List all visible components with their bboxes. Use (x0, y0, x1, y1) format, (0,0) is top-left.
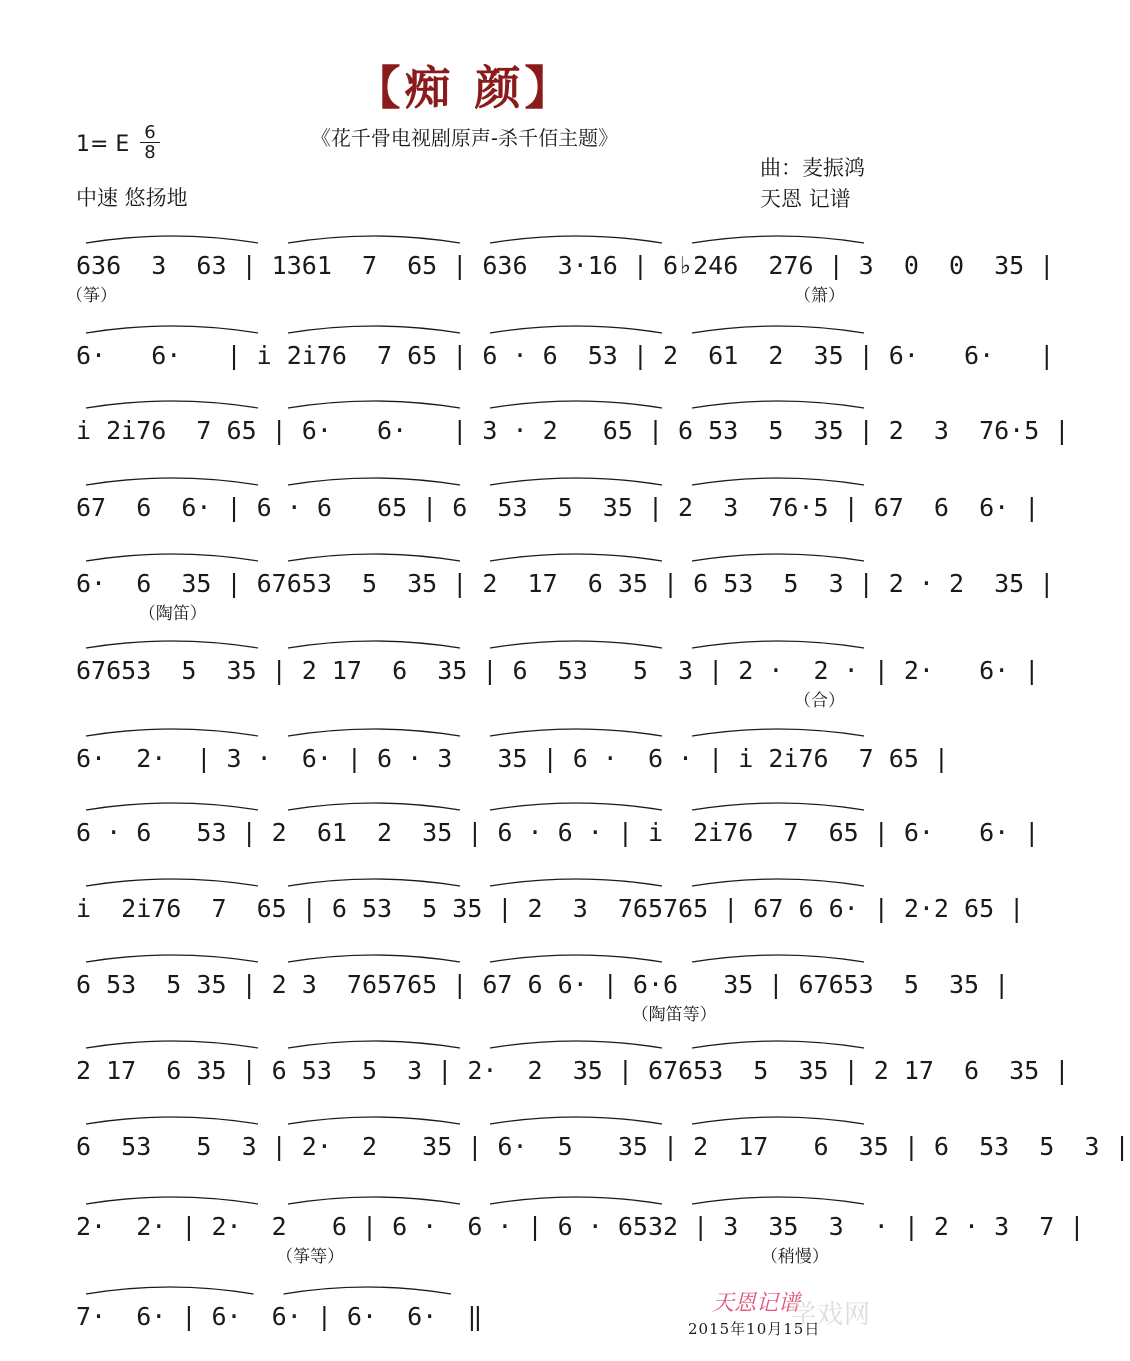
slur-arc (692, 879, 864, 886)
slur-arc (86, 401, 258, 408)
notation-text: 2 17 6 35 | 6 53 5 3 | 2· 2 35 | 67653 5 35 | 2 17 6 35 | (76, 1056, 1070, 1085)
slur-arc (86, 955, 258, 962)
instrument-annotation: （筝等） (276, 1247, 345, 1267)
staff-line (76, 650, 1040, 711)
slur-arc (692, 401, 864, 408)
instrument-annotation: （合） (794, 691, 845, 711)
slur-arc (692, 955, 864, 962)
slur-arc (490, 879, 662, 886)
slur-arc (490, 641, 662, 648)
slur-marks (76, 313, 884, 337)
notation-text: 67653 5 35 | 2 17 6 35 | 6 53 5 3 | 2 · 2 · | 2· 6· | (76, 656, 1040, 685)
notation-text: 7· 6· | 6· 6· | 6· 6· ‖ (76, 1302, 483, 1331)
slur-marks (76, 223, 884, 247)
transcriber-stamp: 天恩记谱 (712, 1291, 801, 1316)
slur-arc (86, 1041, 258, 1048)
notation-text: 67 6 6· | 6 · 6 65 | 6 53 5 35 | 2 3 76·5 | 67 6 6· | (76, 493, 1040, 522)
slur-arc (288, 729, 460, 736)
staff-line (76, 812, 1040, 872)
slur-marks (76, 465, 884, 489)
staff-line (76, 487, 1040, 547)
slur-arc (490, 1117, 662, 1124)
slur-arc (692, 803, 864, 810)
slur-arc (288, 401, 460, 408)
time-signature (140, 124, 160, 161)
slur-arc (490, 1041, 662, 1048)
staff-line (76, 1126, 1130, 1186)
instrument-annotation: （陶笛） (138, 604, 207, 624)
slur-arc (288, 641, 460, 648)
staff-line (76, 1206, 1085, 1267)
slur-marks (76, 388, 884, 412)
slur-arc (86, 236, 258, 243)
slur-arc (490, 803, 662, 810)
notation-text: 636 3 63 | 1361 7 65 | 636 3·16 | 6♭246 276 | 3 0 0 35 | (76, 251, 1055, 280)
slur-arc (86, 554, 258, 561)
slur-arc (490, 478, 662, 485)
slur-arc (288, 1041, 460, 1048)
slur-arc (288, 803, 460, 810)
instrument-annotation: （箫） (794, 286, 845, 306)
slur-marks (76, 942, 884, 966)
slur-arc (86, 478, 258, 485)
slur-arc (490, 729, 662, 736)
slur-arc (288, 478, 460, 485)
notation-text: i 2i76 7 65 | 6 53 5 35 | 2 3 765765 | 67 6 6· | 2·2 65 | (76, 894, 1025, 923)
notation-text: 6 53 5 35 | 2 3 765765 | 67 6 6· | 6·6 35 | 67653 5 35 | (76, 970, 1010, 999)
slur-marks (76, 628, 884, 652)
notation-text: 6· 6· | i 2i76 7 65 | 6 · 6 53 | 2 61 2 35 | 6· 6· | (76, 341, 1055, 370)
song-subtitle: 《花千骨电视剧原声-杀千佰主题》 (310, 126, 619, 150)
staff-line (76, 964, 1010, 1025)
slur-arc (288, 326, 460, 333)
slur-arc (86, 1117, 258, 1124)
slur-arc (288, 236, 460, 243)
slur-marks (76, 1184, 884, 1208)
slur-arc (86, 803, 258, 810)
slur-arc (86, 326, 258, 333)
notation-text: 2· 2· | 2· 2 6 | 6 · 6 · | 6 · 6532 | 3 35 3 · | 2 · 3 7 | (76, 1212, 1085, 1241)
slur-arc (490, 554, 662, 561)
slur-arc (288, 879, 460, 886)
slur-arc (288, 1197, 460, 1204)
slur-marks (76, 716, 884, 740)
slur-arc (692, 1117, 864, 1124)
slur-arc (86, 879, 258, 886)
notation-text: 6 · 6 53 | 2 61 2 35 | 6 · 6 · | i 2i76 7 65 | 6· 6· | (76, 818, 1040, 847)
slur-arc (490, 1197, 662, 1204)
slur-arc (86, 1287, 254, 1294)
composer-credit: 曲：麦振鸿 (760, 156, 865, 180)
notation-text: 6 53 5 3 | 2· 2 35 | 6· 5 35 | 2 17 6 35 | 6 53 5 3 | (76, 1132, 1130, 1161)
staff-line (76, 1050, 1070, 1110)
slur-marks (76, 1104, 884, 1128)
staff-line (76, 888, 1025, 948)
transcriber-credit: 天恩 记谱 (760, 187, 851, 211)
staff-line (76, 1296, 483, 1356)
song-title: 【痴 颜】 (354, 61, 575, 115)
notation-text: 6· 2· | 3 · 6· | 6 · 3 35 | 6 · 6 · | i 2i76 7 65 | (76, 744, 949, 773)
key-signature: 1= E (76, 132, 130, 157)
slur-arc (692, 326, 864, 333)
staff-line (76, 335, 1055, 395)
slur-arc (692, 641, 864, 648)
slur-arc (288, 554, 460, 561)
slur-arc (692, 1041, 864, 1048)
staff-line (76, 410, 1070, 470)
slur-arc (86, 641, 258, 648)
site-watermark: 学戏网 (790, 1300, 872, 1330)
slur-arc (288, 955, 460, 962)
slur-arc (692, 554, 864, 561)
instrument-annotation: （稍慢） (760, 1247, 829, 1267)
meter-bottom: 8 (144, 142, 156, 163)
slur-arc (490, 326, 662, 333)
staff-line (76, 738, 949, 798)
slur-arc (692, 236, 864, 243)
notation-text: 6· 6 35 | 67653 5 35 | 2 17 6 35 | 6 53 5 3 | 2 · 2 35 | (76, 569, 1055, 598)
meter-top: 6 (144, 122, 156, 143)
tempo-marking: 中速 悠扬地 (76, 186, 188, 210)
slur-marks (76, 790, 884, 814)
instrument-annotation: （筝） (66, 286, 117, 306)
transcription-date: 2015年10月15日 (688, 1320, 821, 1338)
slur-marks (76, 1028, 884, 1052)
slur-arc (284, 1287, 452, 1294)
slur-arc (692, 729, 864, 736)
notation-text: i 2i76 7 65 | 6· 6· | 3 · 2 65 | 6 53 5 35 | 2 3 76·5 | (76, 416, 1070, 445)
slur-arc (86, 1197, 258, 1204)
slur-arc (490, 401, 662, 408)
slur-arc (692, 1197, 864, 1204)
slur-arc (692, 478, 864, 485)
instrument-annotation: （陶笛等） (631, 1005, 717, 1025)
staff-line (76, 563, 1055, 624)
slur-arc (490, 236, 662, 243)
slur-marks (76, 866, 884, 890)
slur-marks (76, 541, 884, 565)
slur-arc (490, 955, 662, 962)
slur-arc (86, 729, 258, 736)
staff-line (66, 245, 1055, 306)
slur-arc (288, 1117, 460, 1124)
